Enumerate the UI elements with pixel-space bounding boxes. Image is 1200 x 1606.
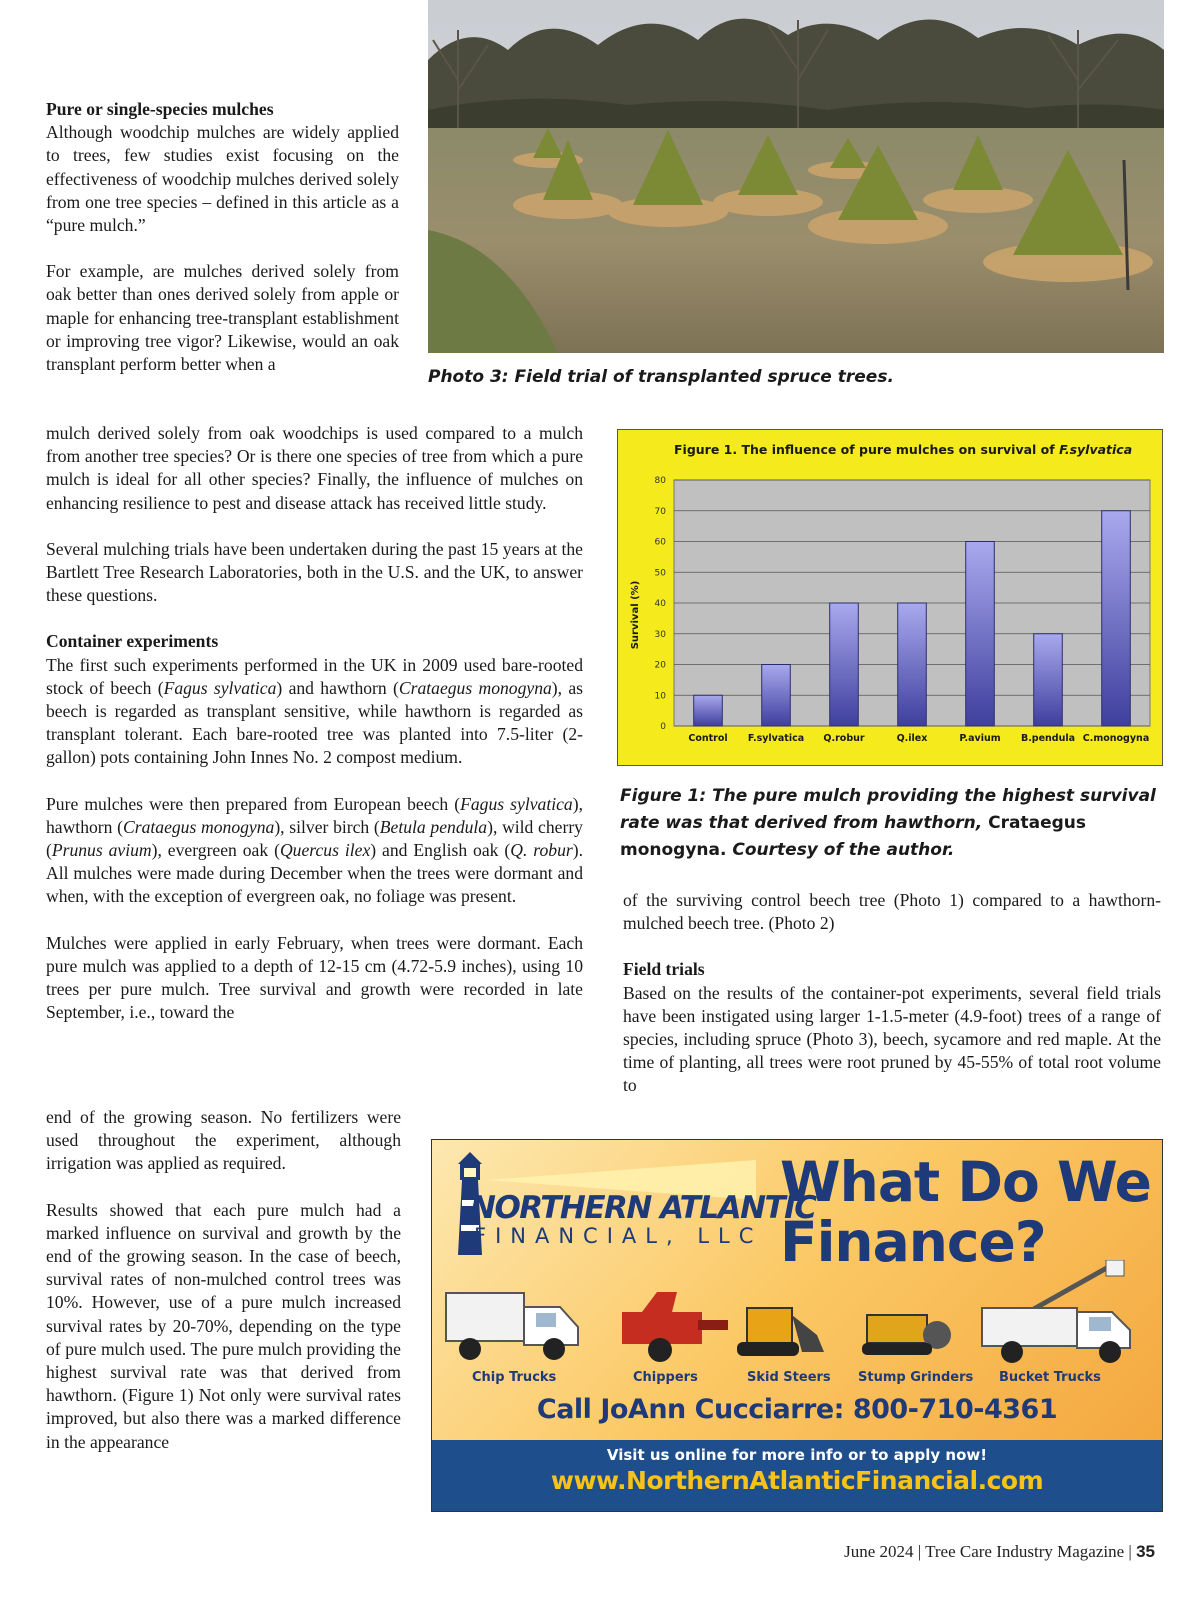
main-left-column xyxy=(46,422,583,1024)
chart-y-tick-label: 70 xyxy=(654,506,666,517)
chart-y-tick-label: 80 xyxy=(654,476,666,486)
paragraph-application-part2: end of the growing season. No fertilizers were used throughout the experiment, although irrigation was applied as required. xyxy=(46,1107,401,1174)
ad-headline-line2: Finance? xyxy=(780,1210,1046,1274)
company-suffix: FINANCIAL, LLC xyxy=(474,1224,763,1248)
chip-truck-icon xyxy=(440,1285,590,1365)
paragraph-example-part1: For example, are mulches derived solely from oak better than ones derived solely from apple or maple for enhancing tree-transplant establishment or improving tree vigor? Likewise, would an oak transplant perform better when a xyxy=(46,261,399,375)
chart-bar xyxy=(830,603,859,726)
photo-illustration xyxy=(428,0,1164,353)
chart-bar xyxy=(694,695,723,726)
chart-y-tick-label: 30 xyxy=(654,629,666,640)
paragraph-application-part1: Mulches were applied in early February, when trees were dormant. Each pure mulch was applied to a depth of 12-15 cm (4.72-5.9 inches), using 10 trees per pure mulch. Tree survival and growth were recorded in late September, i.e., toward the xyxy=(46,932,583,1023)
ad-headline-line1: What Do We xyxy=(780,1150,1151,1214)
ad-website-link[interactable]: www.NorthernAtlanticFinancial.com xyxy=(550,1466,1044,1495)
chipper-icon xyxy=(602,1290,732,1365)
lower-left-column xyxy=(46,1106,401,1454)
chart-y-tick-label: 10 xyxy=(654,691,666,702)
chart-x-tick-label: B.pendula xyxy=(1020,733,1076,744)
chart-bar xyxy=(1102,511,1131,726)
chart-y-tick-label: 20 xyxy=(654,660,666,671)
item-skid-steers: Skid Steers xyxy=(747,1370,831,1385)
chart-x-tick-label: Q.ilex xyxy=(896,733,928,744)
company-name: NORTHERN ATLANTIC xyxy=(470,1190,816,1226)
paragraph-first-experiments: The first such experiments performed in the UK in 2009 used bare-rooted stock of beech (Fagus sylvatica) and hawthorn (Crataegus monogyna), as beech is regarded as transplant sensitive, while hawthorn is regarded as transplant tolerant. Each bare-rooted tree was planted into 7.5-liter (2-gallon) pots containing John Innes No. 2 compost medium. xyxy=(46,654,584,768)
chart-title: Figure 1. The influence of pure mulches on survival of F.sylvatica xyxy=(674,442,1133,457)
chart-y-tick-label: 40 xyxy=(654,599,666,609)
page-footer xyxy=(844,1542,1155,1562)
stump-grinder-icon xyxy=(852,1295,962,1365)
chart-bar xyxy=(966,542,995,727)
chart-y-tick-label: 0 xyxy=(660,722,666,732)
right-column xyxy=(623,889,1161,1098)
item-chippers: Chippers xyxy=(633,1370,698,1385)
ad-phone-call[interactable]: Call JoAnn Cucciarre: 800-710-4361 xyxy=(536,1394,1058,1425)
page-number: 35 xyxy=(1136,1542,1155,1561)
chart-x-tick-label: F.sylvatica xyxy=(747,733,805,744)
paragraph-field-trials: Based on the results of the container-pot experiments, several field trials have been instigated using larger 1-1.5-meter (4.9-foot) trees of a range of species, including spruce (Photo 3), beech, sycamore and red maple. At the time of planting, all trees were root pruned by 45-55% of total root volume to xyxy=(623,982,1161,1096)
paragraph-intro: Although woodchip mulches are widely applied to trees, few studies exist focusing on the effectiveness of woodchip mulches derived solely from one tree species – defined in this article as a “pure mulch.” xyxy=(46,122,399,236)
chart-x-tick-label: Control xyxy=(688,733,728,744)
paragraph-trials: Several mulching trials have been undertaken during the past 15 years at the Bartlett Tree Research Laboratories, both in the U.S. and the UK, to answer these questions. xyxy=(46,538,583,606)
chart-bar xyxy=(762,665,791,727)
photo-caption: Photo 3: Field trial of transplanted spruce trees. xyxy=(428,367,894,387)
item-bucket-trucks: Bucket Trucks xyxy=(999,1370,1101,1385)
chart-x-tick-label: Q.robur xyxy=(823,733,865,744)
intro-section xyxy=(46,98,399,376)
figure1-caption: Figure 1: The pure mulch providing the highest survival rate was that derived from hawthorn, Crataegus monogyna. Courtesy of the author. xyxy=(620,786,1156,860)
paragraph-pure-mulches-prepared: Pure mulches were then prepared from European beech (Fagus sylvatica), hawthorn (Crataegus monogyna), silver birch (Betula pendula), wild cherry (Prunus avium), evergreen oak (Quercus ilex) and English oak (Q. robur). All mulches were made during December when the trees were dormant and when, with the exception of evergreen oak, no foliage was present. xyxy=(46,793,583,907)
heading-pure-mulches: Pure or single-species mulches xyxy=(46,99,274,119)
skid-steer-icon xyxy=(732,1290,832,1365)
figure1-chart xyxy=(617,429,1163,766)
paragraph-control-beech: of the surviving control beech tree (Photo 1) compared to a hawthorn-mulched beech tree. (Photo 2) xyxy=(623,890,1161,934)
heading-container-experiments: Container experiments xyxy=(46,631,219,652)
bucket-truck-icon xyxy=(972,1260,1152,1368)
paragraph-example-part2: mulch derived solely from oak woodchips is used compared to a mulch from another tree species? Or is there one species of tree from which a pure mulch is ideal for all other species? Finally, the influence of mulches on enhancing resilience to pest and disease attack has received little study. xyxy=(46,423,583,513)
chart-y-tick-label: 60 xyxy=(654,537,666,548)
spruce-field-photo xyxy=(428,0,1164,353)
paragraph-results: Results showed that each pure mulch had a marked influence on survival and growth by the end of the growing season. In the case of beech, survival rates of non-mulched control trees was 10%. However, use of a pure mulch increased survival rates by 20-70%, depending on the type of pure mulch used. The pure mulch providing the highest survival rate was that derived from hawthorn. (Figure 1) Not only were survival rates improved, but also there was a marked difference in the appearance xyxy=(46,1199,401,1452)
item-chip-trucks: Chip Trucks xyxy=(472,1370,557,1385)
chart-y-axis-label: Survival (%) xyxy=(630,580,641,650)
heading-field-trials: Field trials xyxy=(623,959,705,980)
footer-issue: June 2024 | Tree Care Industry Magazine | xyxy=(844,1542,1132,1561)
chart-bar xyxy=(898,603,927,726)
chart-x-tick-label: C.monogyna xyxy=(1082,733,1150,744)
chart-bar xyxy=(1034,634,1063,726)
chart-y-tick-label: 50 xyxy=(654,568,666,579)
chart-svg xyxy=(618,430,1162,765)
item-stump-grinders: Stump Grinders xyxy=(858,1370,974,1385)
chart-x-tick-label: P.avium xyxy=(959,733,1001,744)
northern-atlantic-ad[interactable] xyxy=(431,1139,1163,1512)
ad-bottom-banner xyxy=(432,1440,1162,1511)
ad-visit-text: Visit us online for more info or to apply now! xyxy=(606,1446,988,1464)
